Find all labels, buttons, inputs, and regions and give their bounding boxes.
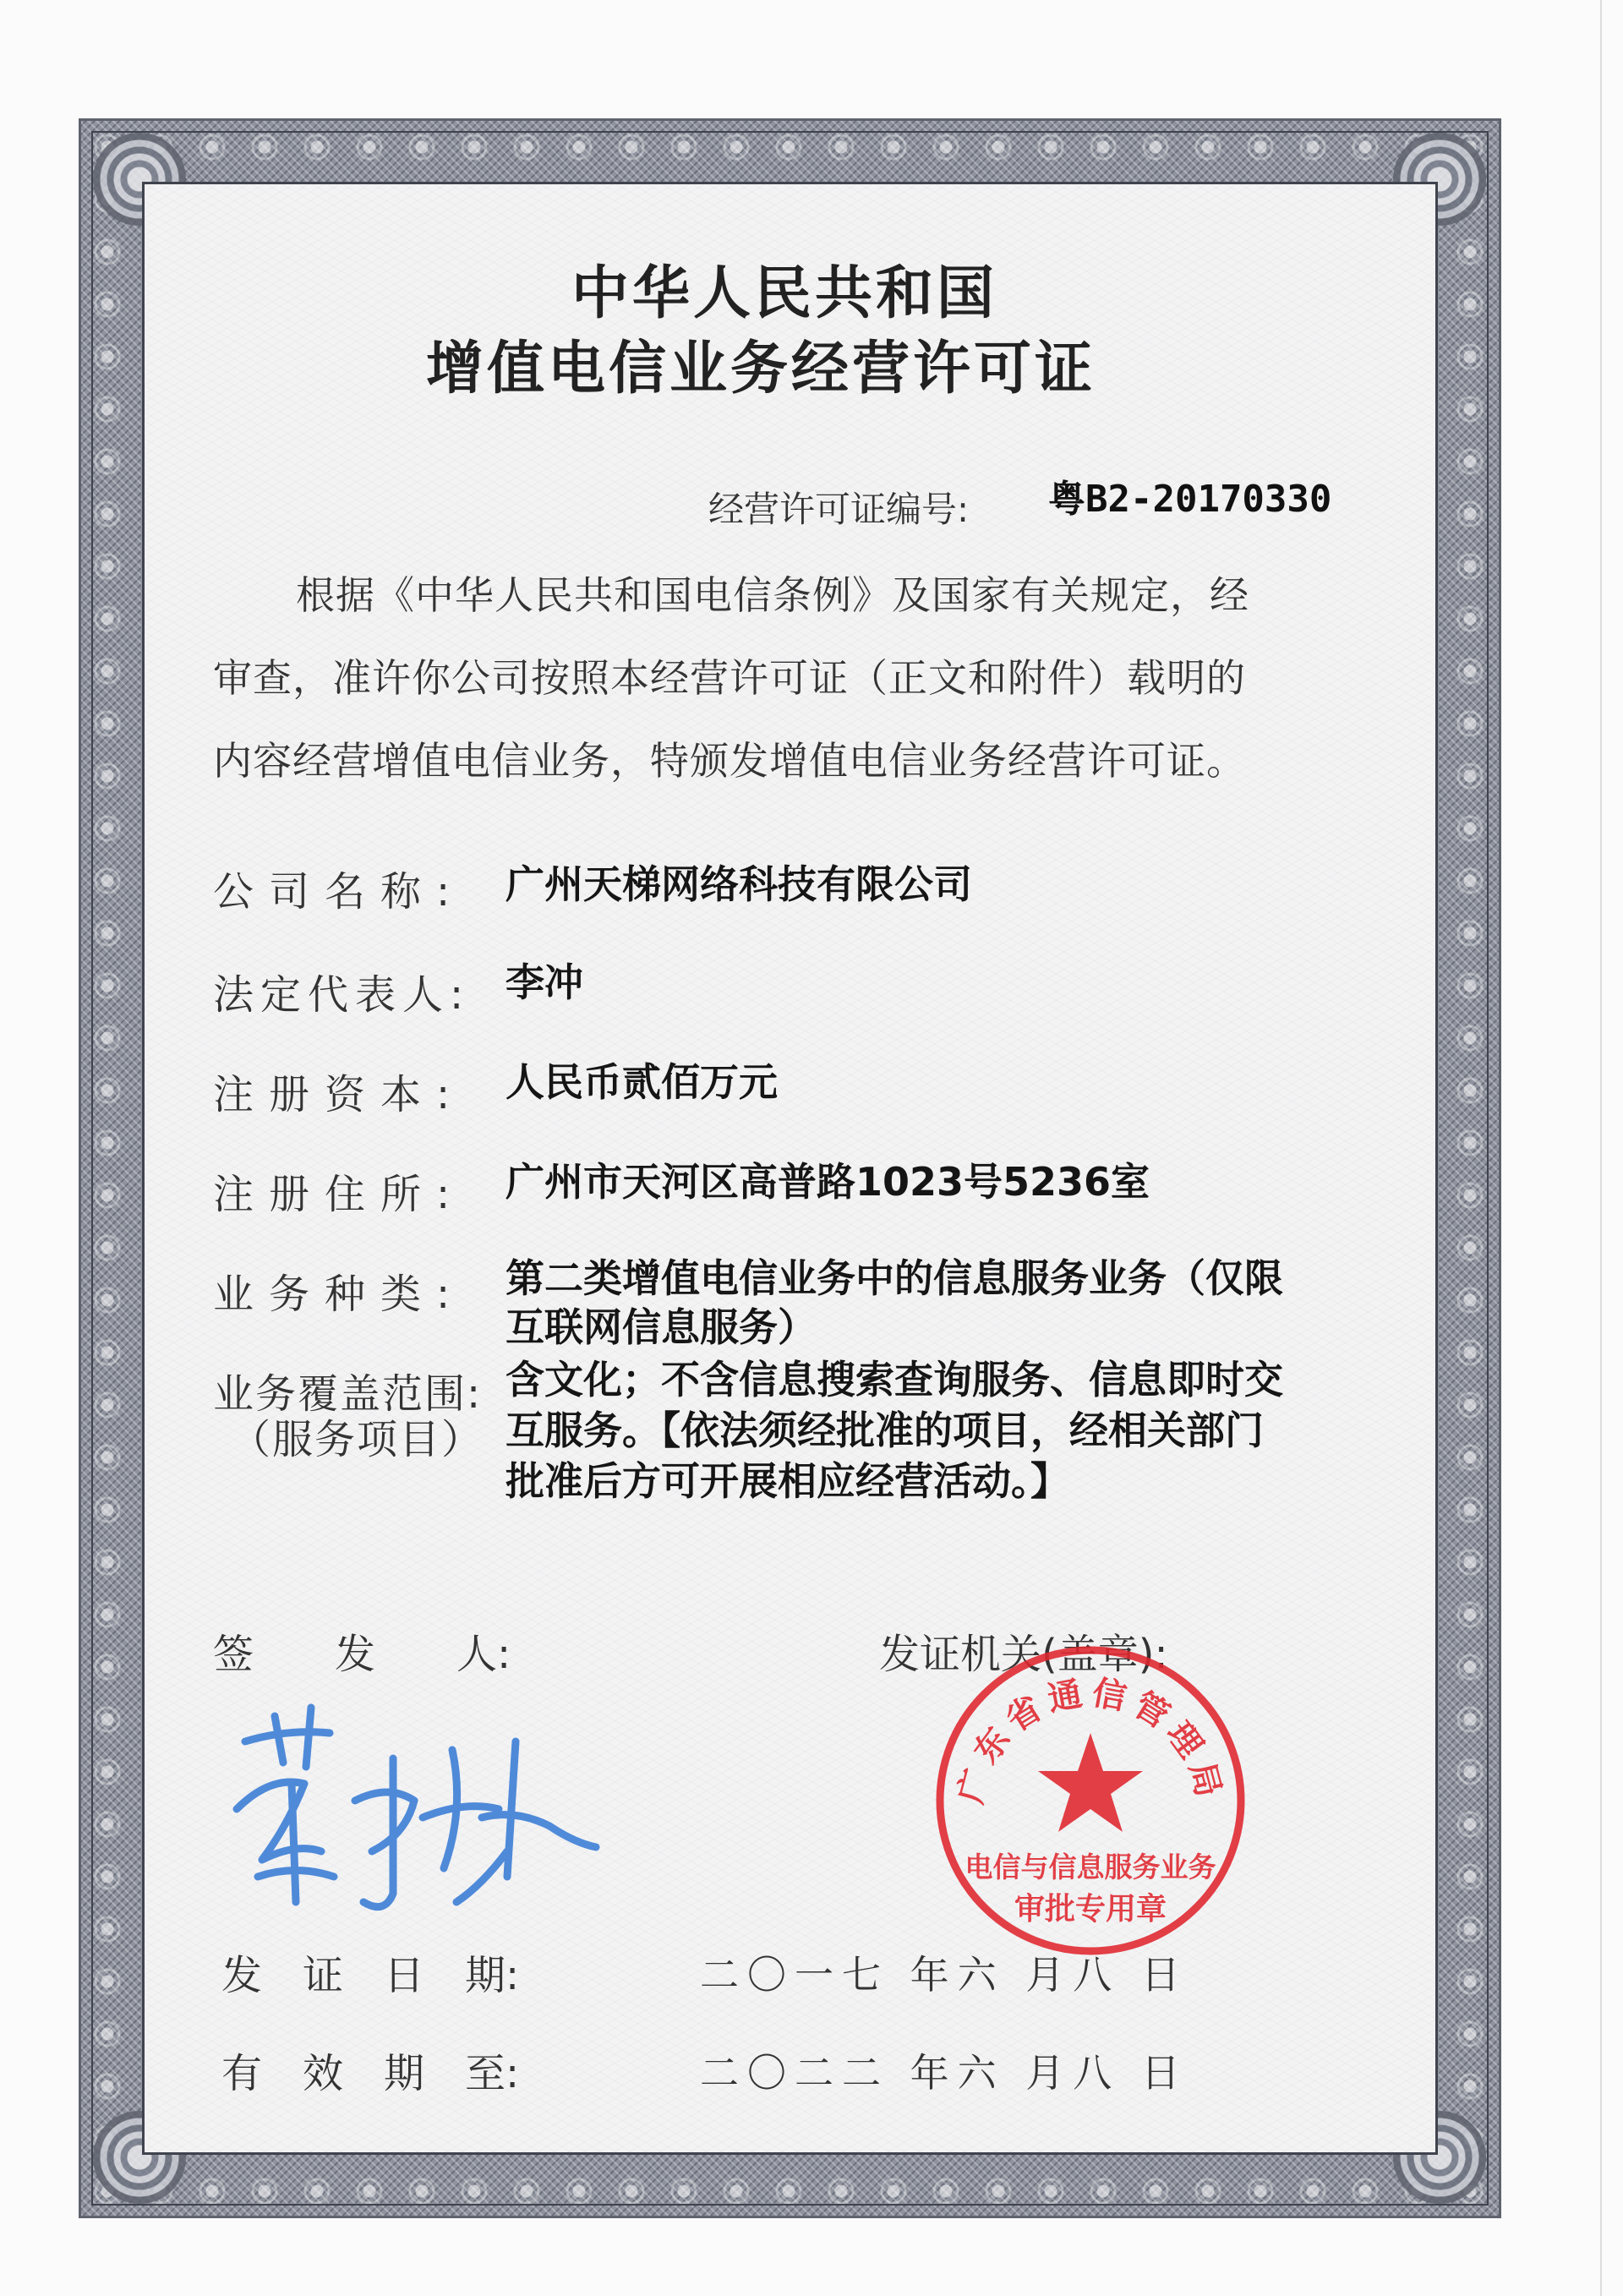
registered-address-value: 广州市天河区高普路1023号5236室 xyxy=(505,1159,1150,1205)
issuing-authority-label: 发证机关(盖章): xyxy=(879,1631,1168,1678)
coverage-value-line3: 批准后方可开展相应经营活动。】 xyxy=(505,1458,1069,1504)
preamble-line2: 审查，准许你公司按照本经营许可证（正文和附件）载明的 xyxy=(213,655,1246,701)
issue-date-value: 二〇一七 年六 月八 日 xyxy=(700,1952,1189,1998)
company-name-label: 公司名称: xyxy=(213,868,466,916)
company-name-value: 广州天梯网络科技有限公司 xyxy=(505,861,972,907)
seal-ring-text: 广东省通信管理局 xyxy=(951,1673,1230,1808)
scan-right-edge xyxy=(1600,0,1602,2296)
issue-date-label: 发 证 日 期: xyxy=(221,1952,520,1999)
seal-line2: 审批专用章 xyxy=(1014,1892,1167,1927)
seal-line1: 电信与信息服务业务 xyxy=(965,1850,1216,1883)
registered-capital-value: 人民币贰佰万元 xyxy=(505,1059,778,1105)
license-number-label: 经营许可证编号: xyxy=(708,489,970,530)
valid-until-value: 二〇二二 年六 月八 日 xyxy=(700,2050,1189,2096)
business-type-value-line2: 互联网信息服务） xyxy=(505,1304,817,1350)
legal-rep-value: 李冲 xyxy=(505,959,583,1005)
registered-capital-label: 注册资本: xyxy=(213,1071,466,1118)
registered-address-label: 注册住所: xyxy=(213,1171,466,1218)
preamble-line1: 根据《中华人民共和国电信条例》及国家有关规定，经 xyxy=(296,572,1249,618)
business-type-value-line1: 第二类增值电信业务中的信息服务业务（仅限 xyxy=(505,1255,1283,1301)
official-seal xyxy=(930,1640,1251,1961)
preamble-line3: 内容经营增值电信业务，特颁发增值电信业务经营许可证。 xyxy=(213,738,1246,784)
coverage-value-line2: 互服务。【依法须经批准的项目，经相关部门 xyxy=(505,1408,1264,1453)
license-number: 粤B2-20170330 xyxy=(1048,478,1332,521)
signature-image xyxy=(211,1682,600,1936)
coverage-sublabel: （服务项目） xyxy=(230,1416,484,1463)
coverage-value-line1: 含文化；不含信息搜索查询服务、信息即时交 xyxy=(505,1357,1283,1402)
business-type-label: 业务种类: xyxy=(213,1271,466,1318)
legal-rep-label: 法定代表人: xyxy=(213,971,471,1019)
certificate-title-line1: 中华人民共和国 xyxy=(571,260,998,327)
certificate-title-line2: 增值电信业务经营许可证 xyxy=(426,335,1096,402)
coverage-label: 业务覆盖范围: xyxy=(213,1370,483,1418)
valid-until-label: 有 效 期 至: xyxy=(221,2050,520,2097)
signature-text: 蔡少林 xyxy=(211,1682,214,1683)
signer-label: 签 发 人: xyxy=(213,1631,511,1678)
seal-star-icon xyxy=(1038,1733,1143,1832)
